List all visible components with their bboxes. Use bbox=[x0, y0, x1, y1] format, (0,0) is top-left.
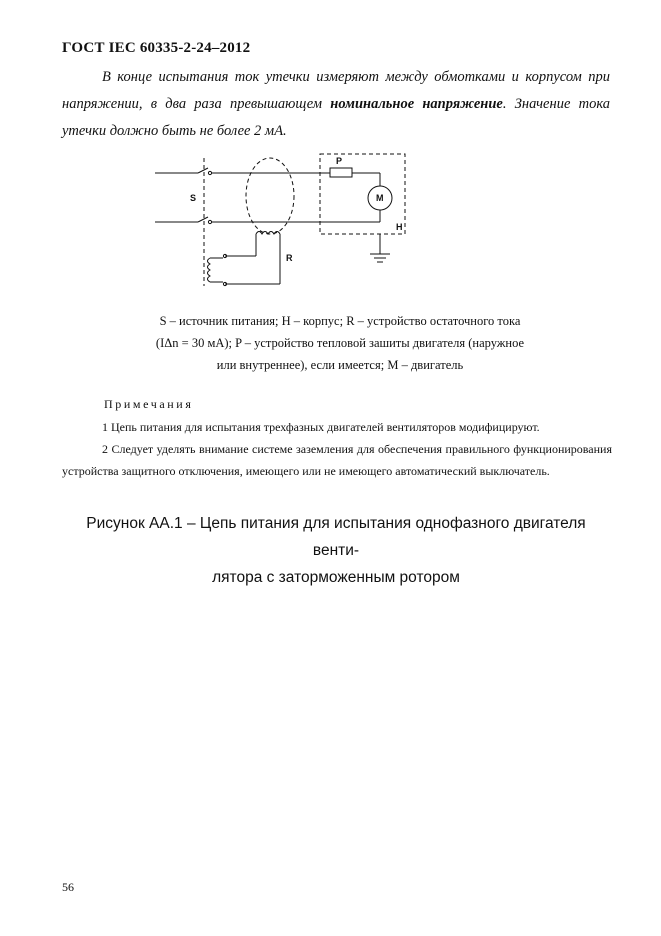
document-header: ГОСТ IEC 60335-2-24–2012 bbox=[62, 40, 251, 56]
figure-caption bbox=[62, 510, 610, 591]
caption-line-2: лятора с заторможенным ротором bbox=[212, 569, 460, 586]
intro-text-1: В конце испытания ток утечки измеряют между обмотками и корпусом при напряжении, в два раза превышающем bbox=[62, 69, 610, 112]
trip-coil bbox=[208, 258, 211, 282]
switch-top bbox=[198, 168, 208, 173]
intro-bold-term: номинальное напряжение bbox=[330, 96, 503, 112]
label-H: H bbox=[396, 222, 403, 232]
page-number: 56 bbox=[62, 880, 74, 894]
note-1: 1 Цепь питания для испытания трехфазных двигателей вентиляторов модифицируют. bbox=[102, 420, 540, 434]
legend-line-2: (IΔn = 30 мА); P – устройство тепловой зашиты двигателя (наружное bbox=[155, 336, 525, 350]
thermal-protector bbox=[330, 168, 352, 177]
label-P: P bbox=[336, 156, 343, 166]
figure-legend bbox=[130, 310, 550, 376]
label-R: R bbox=[286, 253, 293, 263]
switch-contact-top bbox=[208, 171, 211, 174]
label-M: M bbox=[376, 193, 384, 203]
label-S: S bbox=[190, 193, 197, 203]
intro-paragraph bbox=[62, 64, 610, 145]
legend-line-3: или внутреннее), если имеется; M – двигатель bbox=[216, 358, 464, 372]
intro-text-2: . Значение тока утечки должно быть не более 2 мА. bbox=[62, 96, 610, 139]
switch-contact-bottom bbox=[208, 220, 211, 223]
circuit-diagram bbox=[150, 146, 420, 296]
rcd-toroid bbox=[246, 158, 294, 234]
switch-bottom bbox=[198, 217, 208, 222]
notes-title: Примечания bbox=[104, 397, 194, 411]
caption-line-1: Рисунок АА.1 – Цепь питания для испытания однофазного двигателя венти- bbox=[86, 515, 586, 559]
note-2: 2 Следует уделять внимание системе заземления для обеспечения правильного функционирования устройства защитного отключения, имеющего или не имеющего автоматический выключатель. bbox=[62, 442, 612, 478]
legend-line-1: S – источник питания; H – корпус; R – устройство остаточного тока bbox=[159, 314, 521, 328]
